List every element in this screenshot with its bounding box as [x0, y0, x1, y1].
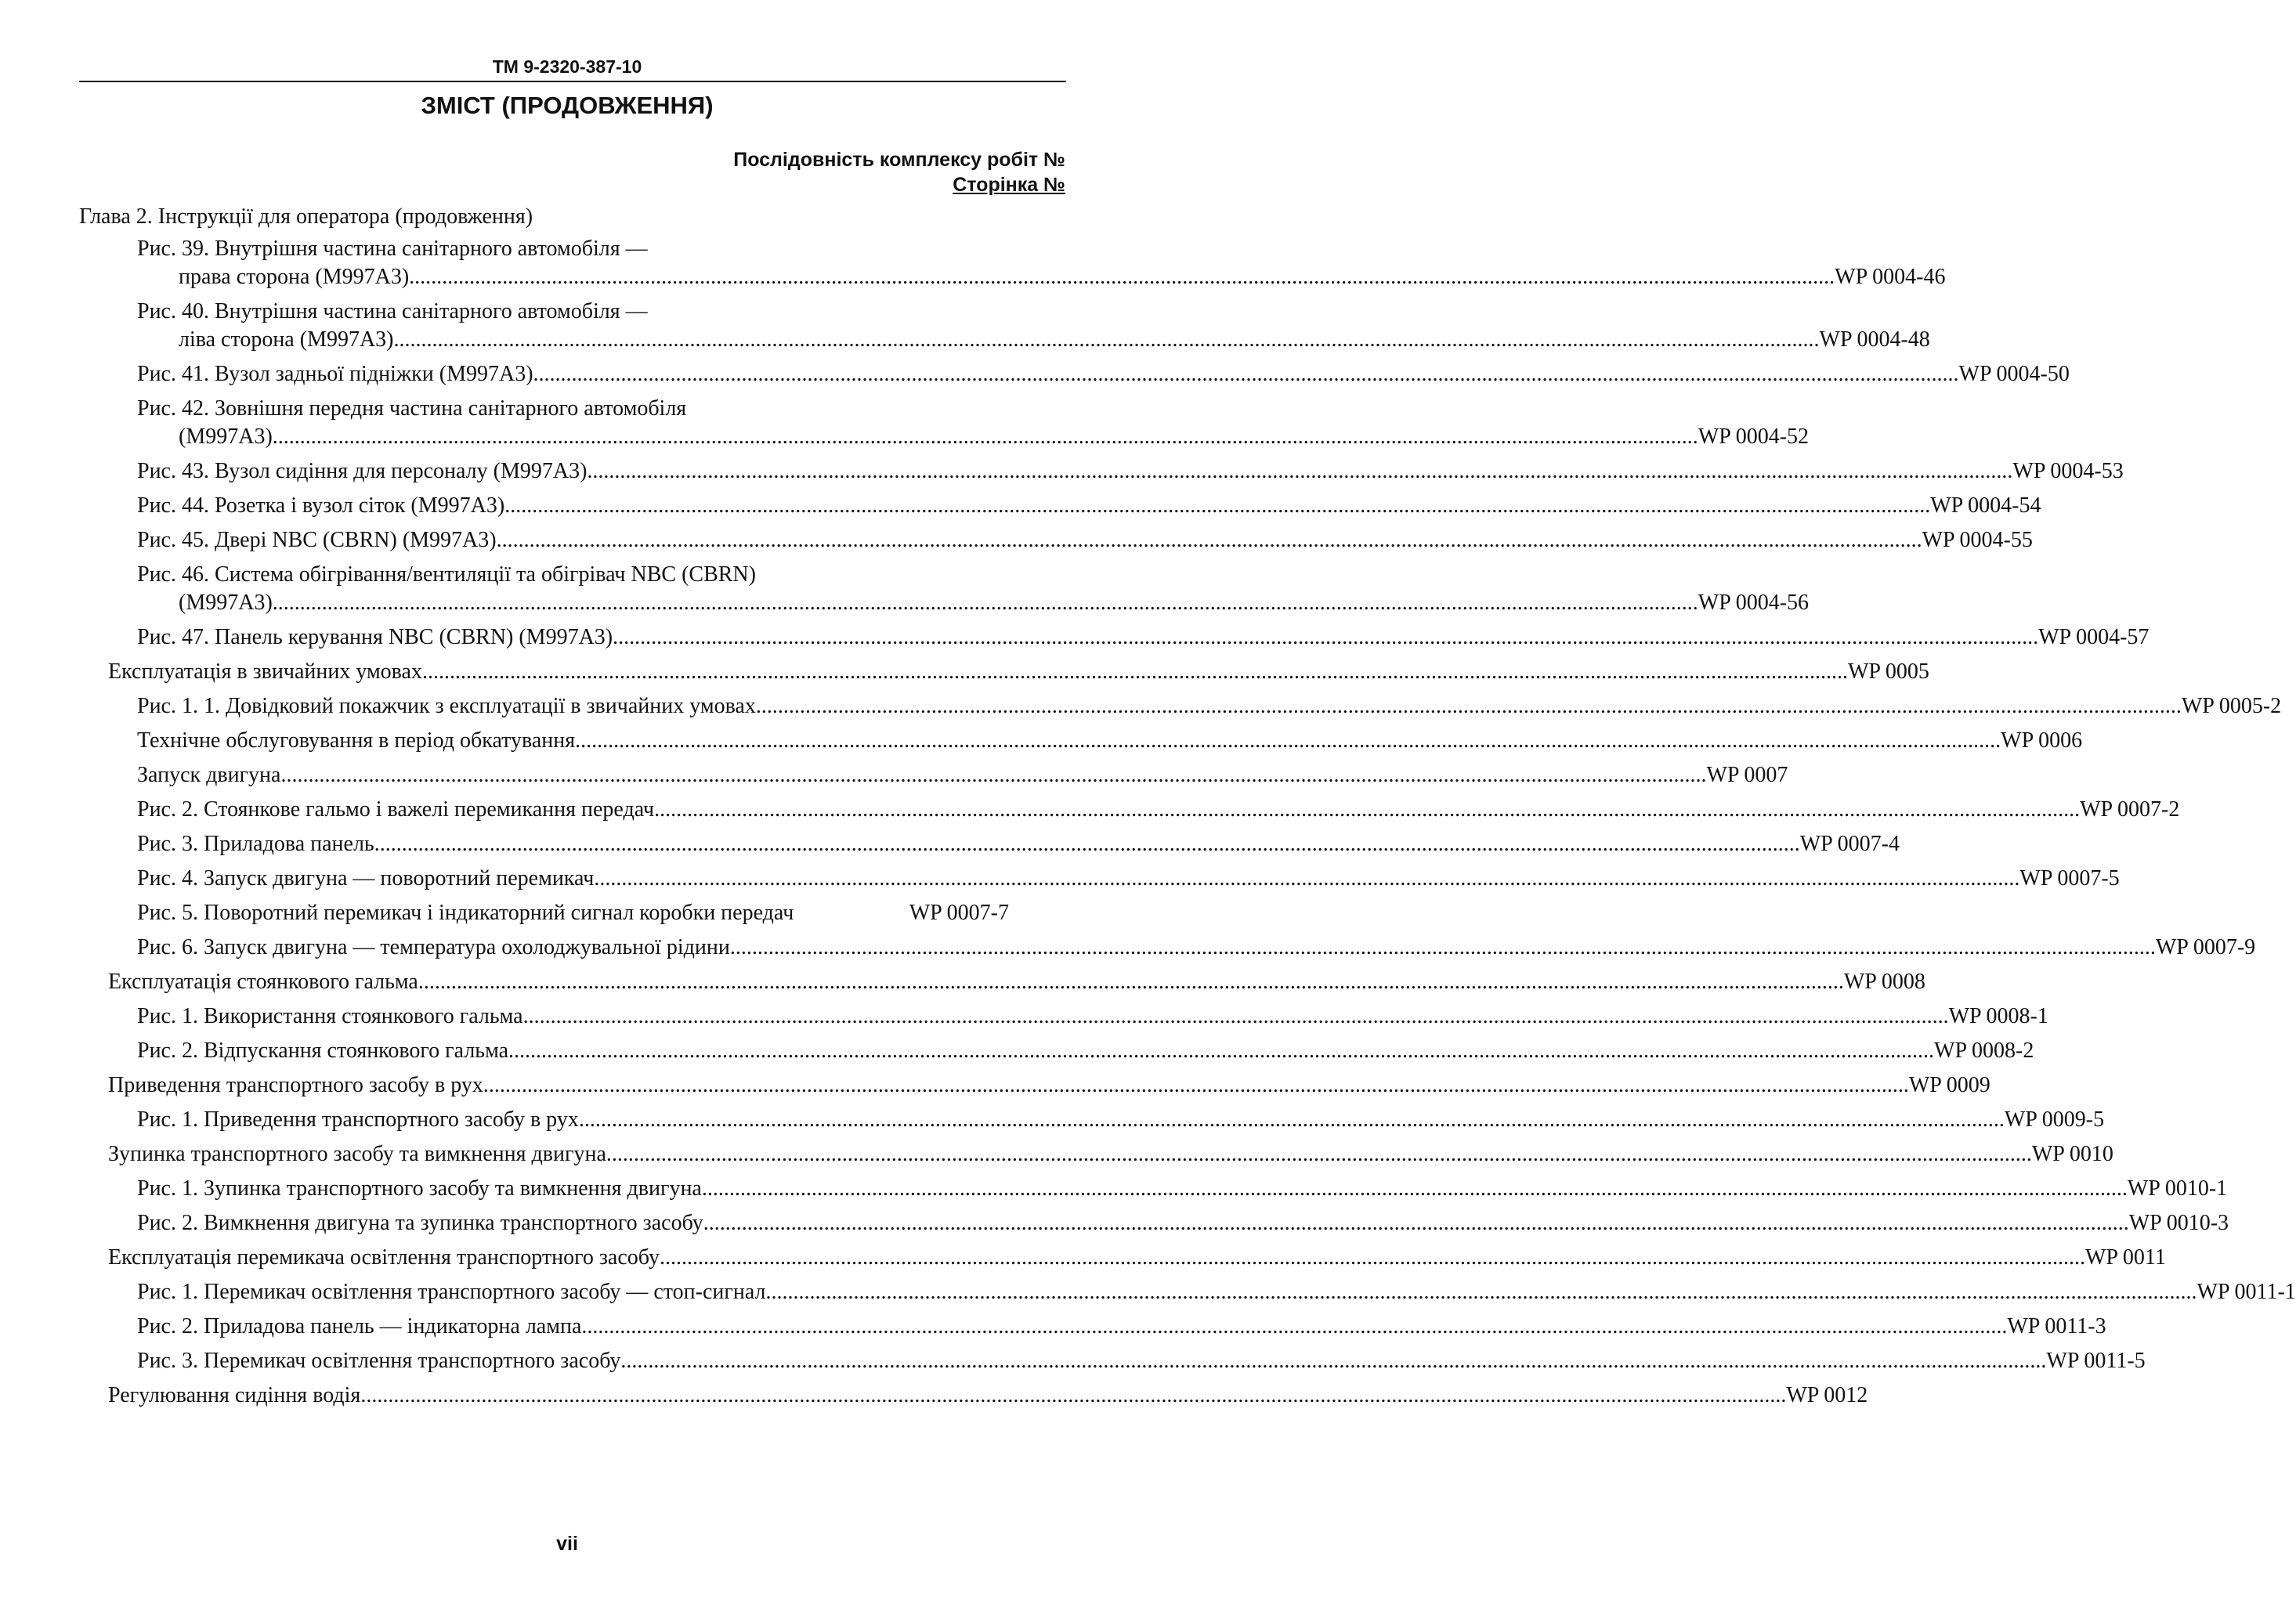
toc-entry-line1: Рис. 39. Внутрішня частина санітарного автомобіля — [137, 237, 648, 261]
leader-dots [533, 361, 1959, 388]
toc-entry-page: WP 0005 [1847, 659, 1929, 684]
toc-entry-page: WP 0010 [2031, 1142, 2113, 1166]
toc-entry-title: Рис. 43. Вузол сидіння для персоналу (M997A3) [137, 459, 588, 483]
toc-entry-page: WP 0007-4 [1799, 832, 1900, 856]
toc-entry-page: WP 0011 [2084, 1245, 2166, 1270]
toc-entry-title: Рис. 6. Запуск двигуна — температура охолоджувальної рідини [137, 935, 730, 959]
toc-entry-page: WP 0004-50 [1958, 362, 2070, 386]
column-header-page: Сторінка № [953, 174, 1065, 196]
toc-entry[interactable] [0, 1348, 2146, 1375]
leader-dots [579, 1107, 2005, 1133]
toc-entry-page: WP 0007-7 [909, 901, 1009, 925]
toc-entry-title: Зупинка транспортного засобу та вимкнення двигуна [108, 1142, 606, 1166]
toc-entry[interactable] [0, 1141, 2113, 1168]
toc-entry-page: WP 0004-57 [2038, 625, 2150, 649]
toc-entry-page: WP 0004-48 [1819, 327, 1930, 352]
toc-entry-page: WP 0005-2 [2181, 694, 2282, 718]
toc-entry-title: Рис. 41. Вузол задньої підніжки (M997A3) [137, 362, 533, 386]
leader-dots [606, 1141, 2032, 1168]
toc-entry-title: Експлуатація перемикача освітлення транспортного засобу [108, 1245, 660, 1270]
toc-entry-title: Рис. 4. Запуск двигуна — поворотний перемикач [137, 866, 595, 891]
toc-entry[interactable] [0, 900, 1009, 927]
leader-dots [280, 762, 1706, 789]
leader-dots [594, 865, 2019, 892]
toc-entry-title: Рис. 1. Перемикач освітлення транспортного засобу — стоп-сигнал. [137, 1280, 772, 1304]
toc-entry-title: Рис. 1. 1. Довідковий покажчик з експлуатації в звичайних умовах [137, 694, 756, 718]
leader-dots [660, 1245, 2085, 1271]
toc-entry-title: Рис. 45. Двері NBC (CBRN) (M997A3) [137, 528, 497, 552]
toc-entry-title: ліва сторона (M997A3) [179, 327, 394, 352]
toc-entry-title: Рис. 1. Зупинка транспортного засобу та вимкнення двигуна [137, 1176, 702, 1201]
toc-entry-page: WP 0011-3 [2007, 1314, 2106, 1338]
toc-entry-page: WP 0004-46 [1835, 265, 1946, 289]
toc-entry-page: WP 0007-2 [2080, 797, 2180, 822]
toc-entry[interactable] [0, 659, 1929, 685]
toc-entry-page: WP 0008 [1843, 970, 1925, 994]
toc-entry-title: Рис. 3. Перемикач освітлення транспортного засобу [137, 1349, 621, 1373]
toc-entry[interactable] [0, 361, 2070, 388]
toc-entry[interactable] [0, 797, 2180, 823]
toc-entry-page: WP 0004-52 [1698, 424, 1810, 449]
leader-dots [374, 831, 1800, 858]
toc-entry-title: Рис. 44. Розетка і вузол сіток (M997A3) [137, 493, 505, 518]
toc-entry-title: Рис. 47. Панель керування NBC (CBRN) (M997A3) [137, 625, 613, 649]
toc-entry-page: WP 0008-1 [1948, 1004, 2048, 1028]
toc-entry-title: права сторона (M997A3) [179, 265, 410, 289]
chapter-heading: Глава 2. Інструкції для оператора (продовження) [79, 204, 533, 229]
toc-entry-page: WP 0006 [2001, 728, 2083, 753]
toc-entry-title: Рис. 2. Відпускання стоянкового гальма [137, 1039, 509, 1063]
toc-entry[interactable] [0, 624, 2150, 651]
toc-entry-page: WP 0004-55 [1922, 528, 2033, 552]
toc-entry-line1: Рис. 42. Зовнішня передня частина санітарного автомобіля [137, 396, 687, 421]
toc-entry-title: Приведення транспортного засобу в рух [108, 1073, 483, 1097]
toc-entry-page: WP 0007 [1706, 763, 1788, 787]
toc-entry[interactable] [0, 1038, 2034, 1064]
toc-entry[interactable] [0, 1003, 2048, 1030]
leader-dots [756, 693, 2182, 720]
leader-dots [587, 458, 2012, 485]
toc-entry-page: WP 0009-5 [2004, 1107, 2105, 1132]
leader-dots [273, 424, 1698, 450]
toc-entry-title: Рис. 2. Приладова панель — індикаторна лампа [137, 1314, 582, 1338]
leader-dots [418, 969, 1844, 995]
toc-entry-title: Рис. 1. Приведення транспортного засобу в рух [137, 1107, 579, 1132]
toc-entry-page: WP 0011-5 [2046, 1349, 2146, 1373]
leader-dots [523, 1003, 1949, 1030]
toc-entry[interactable] [0, 762, 1788, 789]
leader-dots [508, 1038, 1934, 1064]
toc-entry-page: WP 0007-9 [2155, 935, 2256, 959]
toc-entry-page: WP 0012 [1786, 1383, 1868, 1407]
toc-entry[interactable] [0, 1176, 2228, 1202]
leader-dots [360, 1382, 1786, 1409]
toc-entry-title: Рис. 3. Приладова панель [137, 832, 374, 856]
page-number: vii [556, 1533, 578, 1555]
toc-entry[interactable] [0, 1313, 2106, 1340]
leader-dots [703, 1210, 2129, 1237]
toc-entry-title: Запуск двигуна [137, 763, 281, 787]
toc-entry[interactable] [0, 424, 1810, 450]
toc-entry[interactable] [0, 590, 1810, 616]
toc-entry[interactable] [0, 934, 2256, 961]
toc-entry[interactable] [0, 1107, 2105, 1133]
toc-entry-title: Регулювання сидіння водія [108, 1383, 361, 1407]
leader-dots [581, 1313, 2007, 1340]
document-id: TM 9-2320-387-10 [492, 56, 642, 77]
leader-dots [409, 264, 1835, 291]
leader-dots [394, 327, 1820, 353]
column-header-sequence: Послідовність комплексу робіт № [733, 149, 1065, 171]
toc-entry-title: Експлуатація в звичайних умовах [108, 659, 422, 684]
toc-entry[interactable] [0, 1210, 2229, 1237]
toc-entry-page: WP 0004-54 [1930, 493, 2041, 518]
toc-entry-page: WP 0010-1 [2127, 1176, 2228, 1201]
toc-entry-title: Рис. 2. Вимкнення двигуна та зупинка транспортного засобу [137, 1211, 703, 1235]
toc-entry[interactable] [0, 264, 1946, 291]
toc-entry-page: WP 0008-2 [1934, 1039, 2034, 1063]
leader-dots [504, 493, 1930, 519]
toc-entry[interactable] [0, 458, 2124, 485]
leader-dots [613, 624, 2038, 651]
leader-dots [702, 1176, 2128, 1202]
toc-entry-page: WP 0009 [1908, 1073, 1990, 1097]
leader-dots [575, 728, 2001, 754]
leader-dots [483, 1072, 1909, 1099]
toc-entry[interactable] [0, 493, 2041, 519]
toc-entry-title: Рис. 2. Стоянкове гальмо і важелі перемикання передач [137, 797, 655, 822]
toc-entry[interactable] [0, 527, 2033, 554]
leader-dots [620, 1348, 2046, 1375]
toc-entry-title: Рис. 1. Використання стоянкового гальма [137, 1004, 523, 1028]
toc-entry[interactable] [0, 327, 1930, 353]
toc-entry-page: WP 0004-53 [2012, 459, 2124, 483]
leader-dots [654, 797, 2080, 823]
toc-entry-title: (M997A3) [179, 424, 273, 449]
toc-entry[interactable] [0, 693, 2282, 720]
toc-entry[interactable] [0, 728, 2083, 754]
leader-dots [772, 1279, 2197, 1306]
toc-entry-line1: Рис. 40. Внутрішня частина санітарного автомобіля — [137, 299, 648, 323]
leader-dots [422, 659, 1848, 685]
toc-entry-page: WP 0010-3 [2128, 1211, 2229, 1235]
leader-dots [730, 934, 2156, 961]
toc-entry[interactable] [0, 1382, 1868, 1409]
toc-entry[interactable] [0, 1072, 1990, 1099]
toc-entry-title: Технічне обслуговування в період обкатування [137, 728, 576, 753]
toc-entry-page: WP 0004-56 [1698, 591, 1810, 615]
toc-entry-page: WP 0011-1 [2197, 1280, 2296, 1304]
toc-entry[interactable] [0, 865, 2120, 892]
toc-entry[interactable] [0, 831, 1900, 858]
toc-entry-page: WP 0007-5 [2019, 866, 2120, 891]
toc-entry[interactable] [0, 1245, 2166, 1271]
toc-entry[interactable] [0, 969, 1925, 995]
page-title: ЗМІСТ (ПРОДОВЖЕННЯ) [421, 92, 714, 119]
toc-entry-title: (M997A3) [179, 591, 273, 615]
leader-dots [497, 527, 1922, 554]
leader-dots [273, 590, 1698, 616]
toc-entry-title: Рис. 5. Поворотний перемикач і індикаторний сигнал коробки передач [137, 901, 794, 925]
toc-entry-line1: Рис. 46. Система обігрівання/вентиляції та обігрівач NBC (CBRN) [137, 562, 756, 587]
toc-entry-title: Експлуатація стоянкового гальма [108, 970, 418, 994]
toc-entry[interactable] [0, 1279, 2296, 1306]
